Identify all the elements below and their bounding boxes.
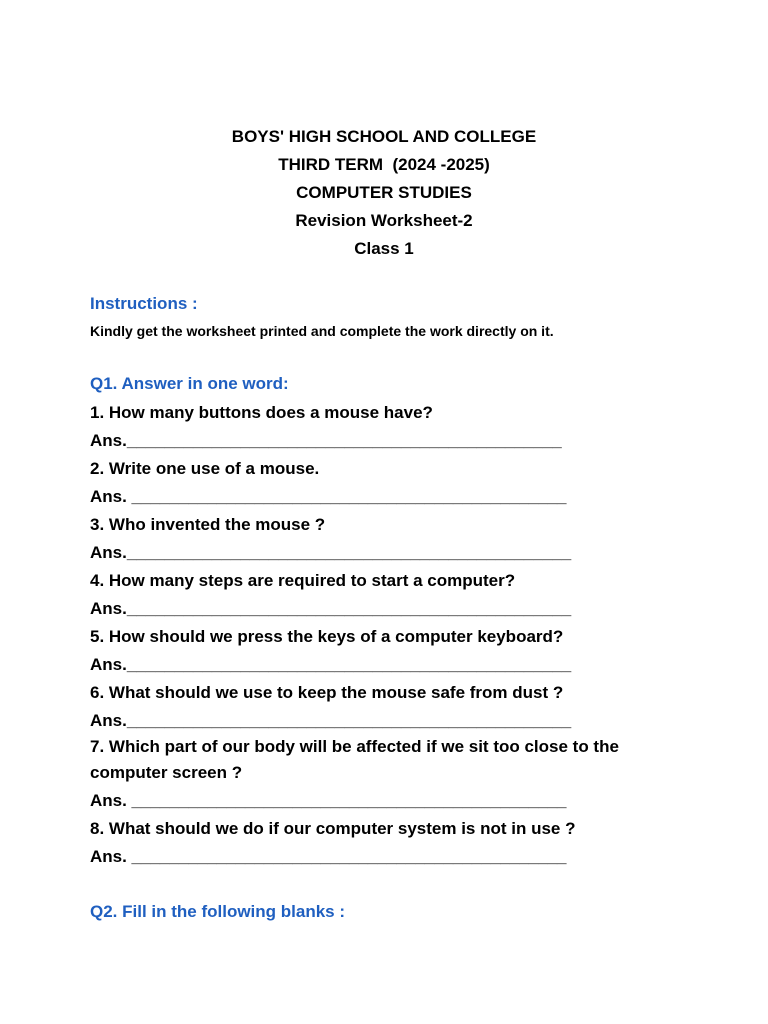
- term-label: THIRD TERM (2024 -2025): [278, 155, 490, 174]
- question-2: 2. Write one use of a mouse.: [90, 459, 320, 478]
- class-label: Class 1: [354, 239, 414, 258]
- instructions-text: Kindly get the worksheet printed and complete the work directly on it.: [90, 323, 554, 339]
- school-name: BOYS' HIGH SCHOOL AND COLLEGE: [231, 127, 537, 146]
- answer-line-5: Ans._______________________________________________: [90, 655, 572, 674]
- question-6: 6. What should we use to keep the mouse safe from dust ?: [90, 683, 564, 702]
- q2-heading: Q2. Fill in the following blanks :: [90, 902, 346, 921]
- worksheet-title: Revision Worksheet-2: [295, 211, 473, 230]
- answer-line-8: Ans. ______________________________________________: [90, 847, 567, 866]
- question-7-continued: computer screen ?: [90, 763, 243, 782]
- question-1: 1. How many buttons does a mouse have?: [90, 403, 433, 422]
- answer-line-3: Ans._______________________________________________: [90, 543, 572, 562]
- worksheet-header: [0, 123, 768, 263]
- instructions-heading: Instructions :: [90, 294, 198, 313]
- question-8: 8. What should we do if our computer system is not in use ?: [90, 819, 576, 838]
- question-5: 5. How should we press the keys of a computer keyboard?: [90, 627, 564, 646]
- answer-line-4: Ans._______________________________________________: [90, 599, 572, 618]
- question-3: 3. Who invented the mouse ?: [90, 515, 326, 534]
- q1-heading: Q1. Answer in one word:: [90, 374, 289, 393]
- answer-line-2: Ans. ______________________________________________: [90, 487, 567, 506]
- question-7: 7. Which part of our body will be affected if we sit too close to the: [90, 737, 619, 756]
- answer-line-7: Ans. ______________________________________________: [90, 791, 567, 810]
- subject-label: COMPUTER STUDIES: [296, 183, 472, 202]
- answer-line-6: Ans._______________________________________________: [90, 711, 572, 730]
- question-4: 4. How many steps are required to start a computer?: [90, 571, 516, 590]
- answer-line-1: Ans.______________________________________________: [90, 431, 562, 450]
